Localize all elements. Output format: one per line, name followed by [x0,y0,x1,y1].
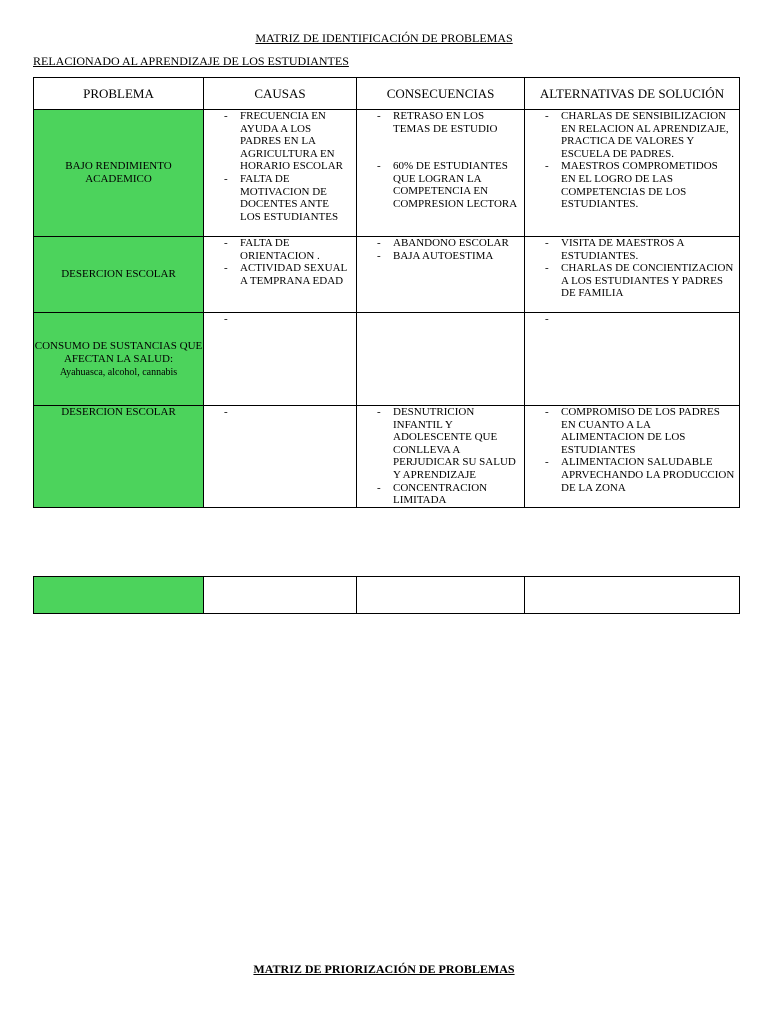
problem-label: DESERCION ESCOLAR [61,406,176,418]
empty-bullet: - [224,406,228,418]
empty-bullet: - [545,313,549,325]
problem-cell [34,110,204,237]
table-row [34,237,740,313]
list-item: - ACTIVIDAD SEXUAL A TEMPRANA EDAD [204,262,352,287]
problem-label: DESERCION ESCOLAR [61,268,176,280]
consequences-cell [357,110,525,237]
causes-cell [204,237,357,313]
solutions-cell [525,406,740,508]
header-causas: CAUSAS [204,78,357,110]
priority-table [33,576,740,614]
list-item: - ALIMENTACION SALUDABLE APRVECHANDO LA PRODUCCION DE LA ZONA [525,456,735,494]
priority-cell [357,577,525,614]
solutions-cell [525,110,740,237]
problem-label: BAJO RENDIMIENTO ACADEMICO [65,160,172,185]
problem-identification-table [33,77,740,508]
causes-cell [204,313,357,406]
causes-cell [204,110,357,237]
list-item: - VISITA DE MAESTROS A ESTUDIANTES. [525,237,735,262]
problem-detail: Ayahuasca, alcohol, cannabis [59,366,178,378]
document-subtitle: RELACIONADO AL APRENDIZAJE DE LOS ESTUDIANTES [33,54,349,68]
list-item: - DESNUTRICION INFANTIL Y ADOLESCENTE QUE CONLLEVA A PERJUDICAR SU SALUD Y APRENDIZAJE [357,406,520,482]
header-problema: PROBLEMA [34,78,204,110]
list-item: - MAESTROS COMPROMETIDOS EN EL LOGRO DE LAS COMPETENCIAS DE LOS ESTUDIANTES. [525,160,735,210]
problem-cell [34,406,204,508]
priority-problem-cell [34,577,204,614]
list-item: - BAJA AUTOESTIMA [357,250,520,263]
list-item: - RETRASO EN LOS TEMAS DE ESTUDIO [357,110,520,135]
list-item: - COMPROMISO DE LOS PADRES EN CUANTO A LA ALIMENTACION DE LOS ESTUDIANTES [525,406,735,456]
problem-cell [34,313,204,406]
list-item: - FRECUENCIA EN AYUDA A LOS PADRES EN LA AGRICULTURA EN HORARIO ESCOLAR [204,110,352,173]
problem-label: CONSUMO DE SUSTANCIAS QUE AFECTAN LA SALUD: [34,339,203,365]
priority-title: MATRIZ DE PRIORIZACIÓN DE PROBLEMAS [253,962,515,976]
table-row [34,313,740,406]
priority-cell [204,577,357,614]
list-item: - CHARLAS DE SENSIBILIZACION EN RELACION AL APRENDIZAJE, PRACTICA DE VALORES Y ESCUELA DE PADRES. [525,110,735,160]
solutions-cell [525,237,740,313]
header-alternativas: ALTERNATIVAS DE SOLUCIÓN [525,78,740,110]
problem-cell [34,237,204,313]
list-item: - CONCENTRACION LIMITADA [357,482,520,507]
consequences-cell [357,237,525,313]
solutions-cell [525,313,740,406]
table-header-row [34,78,740,110]
table-row [34,110,740,237]
empty-bullet: - [224,313,228,325]
list-item: - FALTA DE MOTIVACION DE DOCENTES ANTE LOS ESTUDIANTES [204,173,352,223]
list-item: - ABANDONO ESCOLAR [357,237,520,250]
list-item: - FALTA DE ORIENTACION . [204,237,352,262]
list-item: - CHARLAS DE CONCIENTIZACION A LOS ESTUDIANTES Y PADRES DE FAMILIA [525,262,735,300]
priority-cell [525,577,740,614]
list-item: - 60% DE ESTUDIANTES QUE LOGRAN LA COMPETENCIA EN COMPRESION LECTORA [357,160,520,210]
header-consecuencias: CONSECUENCIAS [357,78,525,110]
table-row [34,406,740,508]
document-title: MATRIZ DE IDENTIFICACIÓN DE PROBLEMAS [255,31,513,45]
causes-cell [204,406,357,508]
consequences-cell [357,406,525,508]
consequences-cell [357,313,525,406]
table-row [34,577,740,614]
